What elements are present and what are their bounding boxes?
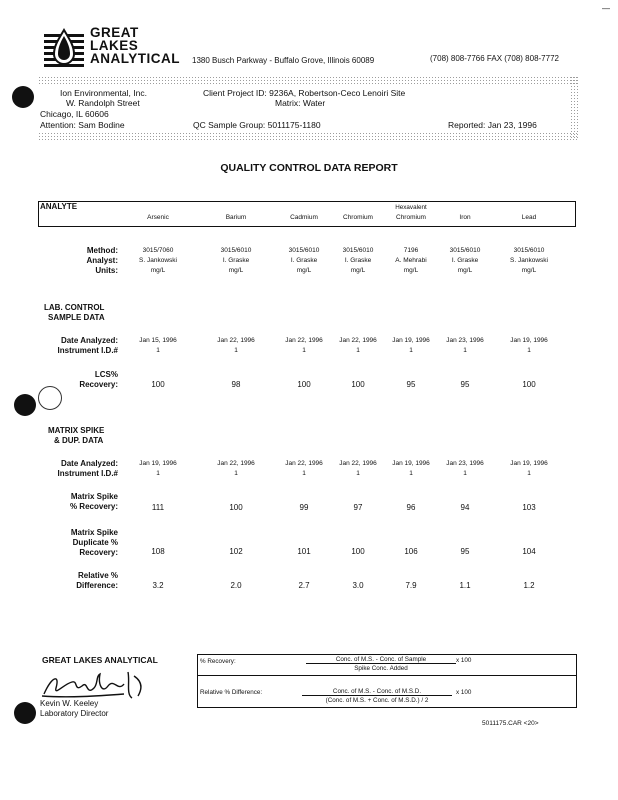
lcs-section-line: SAMPLE DATA <box>48 313 105 322</box>
lcs-instrument-value: 1 <box>463 347 467 354</box>
units-value: mg/L <box>457 267 473 274</box>
formula-rpd-denominator: (Conc. of M.S. + Conc. of M.S.D.) / 2 <box>325 697 429 704</box>
method-value: 3015/6010 <box>449 247 481 254</box>
lcs-date-value: Jan 15, 1996 <box>139 337 177 344</box>
signatory <box>40 699 108 719</box>
column-header-chromium: Chromium <box>343 214 373 221</box>
ms-recovery-value: 94 <box>460 503 470 512</box>
lcs-date-value: Jan 22, 1996 <box>285 337 323 344</box>
lcs-recovery-label <box>79 370 118 390</box>
ms-recovery-label <box>70 492 118 512</box>
lcs-instrument-value: 1 <box>356 347 360 354</box>
lcs-recovery-line: Recovery: <box>79 380 118 389</box>
formula-rpd-numerator: Conc. of M.S. - Conc. of M.S.D. <box>302 688 452 696</box>
lab-phone: (708) 808-7766 FAX (708) 808-7772 <box>430 54 559 63</box>
analyst-value: S. Jankowski <box>510 257 548 264</box>
ms-instrument-value: 1 <box>234 470 238 477</box>
rpd-line: Difference: <box>76 581 118 590</box>
lcs-section-line: LAB. CONTROL <box>44 303 105 312</box>
ms-instrument-value: 1 <box>463 470 467 477</box>
ms-recovery-value: 103 <box>522 503 536 512</box>
method-value: 3015/6010 <box>342 247 374 254</box>
lcs-recovery-value: 100 <box>151 380 165 389</box>
lcs-instrument-value: 1 <box>302 347 306 354</box>
msd-recovery-line: Matrix Spike <box>70 528 118 537</box>
msd-recovery-value: 104 <box>522 547 536 556</box>
msd-recovery-value: 106 <box>404 547 418 556</box>
lcs-date-value: Jan 19, 1996 <box>510 337 548 344</box>
lcs-recovery-value: 100 <box>351 380 365 389</box>
rpd-value: 1.2 <box>523 581 535 590</box>
lcs-instrument-value: 1 <box>234 347 238 354</box>
units-value: mg/L <box>150 267 166 274</box>
matrix: Matrix: Water <box>275 98 326 108</box>
ms-section-line: & DUP. DATA <box>54 436 104 445</box>
analyst-value: I. Graske <box>451 257 479 264</box>
lcs-recovery-value: 98 <box>231 380 241 389</box>
formula-rpd-label: Relative % Difference: <box>200 689 263 696</box>
method-label: Method: <box>86 246 118 255</box>
msd-recovery-line: Recovery: <box>79 548 118 557</box>
msd-recovery-label <box>71 528 118 558</box>
formula-box <box>197 654 577 708</box>
formula-rpd-multiplier: x 100 <box>456 689 472 696</box>
rpd-value: 1.1 <box>459 581 471 590</box>
qc-sample-group: QC Sample Group: 5011175-1180 <box>193 120 321 130</box>
column-header-lead: Lead <box>521 214 537 221</box>
ms-recovery-value: 99 <box>299 503 309 512</box>
method-value: 3015/6010 <box>288 247 320 254</box>
ms-instrument-value: 1 <box>356 470 360 477</box>
binder-hole <box>14 394 36 416</box>
column-header-iron: Iron <box>459 214 471 221</box>
ms-recovery-value: 100 <box>229 503 243 512</box>
lcs-section-label <box>44 303 105 323</box>
client-company: Ion Environmental, Inc. <box>60 88 147 98</box>
units-value: mg/L <box>403 267 419 274</box>
ms-instrument-value: 1 <box>409 470 413 477</box>
analyst-value: A. Mehrabi <box>395 257 427 264</box>
units-label: Units: <box>95 266 118 275</box>
ms-recovery-value: 111 <box>151 503 165 512</box>
analyst-value: S. Jankowski <box>139 257 177 264</box>
ms-recovery-value: 96 <box>406 503 416 512</box>
msd-recovery-value: 102 <box>229 547 243 556</box>
rpd-value: 3.2 <box>152 581 164 590</box>
ms-date-value: Jan 19, 1996 <box>392 460 430 467</box>
page-reference: 5011175.CAR <20> <box>482 720 539 727</box>
column-header-barium: Barium <box>225 214 247 221</box>
rpd-value: 7.9 <box>405 581 417 590</box>
binder-hole <box>14 702 36 724</box>
ms-section-label <box>48 426 104 446</box>
ms-date-value: Jan 19, 1996 <box>510 460 548 467</box>
column-header-hex-chromium: Chromium <box>396 214 426 221</box>
column-header-arsenic: Arsenic <box>147 214 169 221</box>
lcs-recovery-line: LCS% <box>94 370 118 379</box>
method-value: 3015/7060 <box>142 247 174 254</box>
lcs-recovery-value: 95 <box>460 380 470 389</box>
client-city: Chicago, IL 60606 <box>40 109 109 119</box>
binder-hole <box>12 86 34 108</box>
method-value: 7196 <box>403 247 419 254</box>
logo-line-3: ANALYTICAL <box>90 51 181 66</box>
rpd-line: Relative % <box>77 571 118 580</box>
lcs-instrument-value: 1 <box>156 347 160 354</box>
client-street: W. Randolph Street <box>66 98 140 108</box>
ms-date-value: Jan 22, 1996 <box>217 460 255 467</box>
corner-mark: — <box>602 4 610 13</box>
msd-recovery-value: 95 <box>460 547 470 556</box>
company-logo-text <box>90 26 180 65</box>
formula-recovery-label: % Recovery: <box>200 658 236 665</box>
column-header-cadmium: Cadmium <box>290 214 318 221</box>
client-project-id: Client Project ID: 9236A, Robertson-Ceco Lenoiri Site <box>203 88 406 98</box>
lcs-recovery-value: 95 <box>406 380 416 389</box>
units-value: mg/L <box>521 267 537 274</box>
client-attention: Attention: Sam Bodine <box>40 120 125 130</box>
lcs-date-value: Jan 22, 1996 <box>217 337 255 344</box>
lcs-instrument-value: 1 <box>409 347 413 354</box>
ms-recovery-line: Matrix Spike <box>70 492 118 501</box>
units-value: mg/L <box>350 267 366 274</box>
lcs-recovery-value: 100 <box>522 380 536 389</box>
lcs-instrument-label: Instrument I.D.# <box>57 346 118 355</box>
logo-line-2: LAKES <box>90 38 139 53</box>
ms-instrument-value: 1 <box>527 470 531 477</box>
column-prefix-hexavalent: Hexavalent <box>395 204 427 211</box>
lcs-recovery-value: 100 <box>297 380 311 389</box>
reported-date: Reported: Jan 23, 1996 <box>448 120 537 130</box>
client-info-block <box>38 82 578 140</box>
ms-recovery-value: 97 <box>353 503 363 512</box>
footer-company: GREAT LAKES ANALYTICAL <box>42 655 158 665</box>
method-value: 3015/6010 <box>220 247 252 254</box>
ms-date-label: Date Analyzed: <box>60 459 118 468</box>
lcs-date-value: Jan 19, 1996 <box>392 337 430 344</box>
msd-recovery-value: 100 <box>351 547 365 556</box>
great-lakes-logo-icon <box>44 28 84 68</box>
rpd-value: 2.0 <box>230 581 242 590</box>
analyst-label: Analyst: <box>86 256 118 265</box>
formula-recovery-multiplier: x 100 <box>456 657 472 664</box>
ms-instrument-value: 1 <box>156 470 160 477</box>
units-value: mg/L <box>228 267 244 274</box>
analyst-value: I. Graske <box>222 257 250 264</box>
units-value: mg/L <box>296 267 312 274</box>
analyte-label: ANALYTE <box>40 202 78 211</box>
ms-date-value: Jan 22, 1996 <box>285 460 323 467</box>
ms-recovery-line: % Recovery: <box>69 502 118 511</box>
ms-section-line: MATRIX SPIKE <box>48 426 105 435</box>
ms-instrument-value: 1 <box>302 470 306 477</box>
formula-recovery-denominator: Spike Conc. Added <box>354 665 408 672</box>
rpd-label <box>76 571 118 591</box>
lcs-date-value: Jan 22, 1996 <box>339 337 377 344</box>
rpd-value: 2.7 <box>298 581 310 590</box>
rpd-value: 3.0 <box>352 581 364 590</box>
logo-line-1: GREAT <box>90 25 139 40</box>
ms-date-value: Jan 22, 1996 <box>339 460 377 467</box>
msd-recovery-value: 101 <box>297 547 311 556</box>
lcs-instrument-value: 1 <box>527 347 531 354</box>
binder-hole-outline <box>38 386 62 410</box>
method-value: 3015/6010 <box>513 247 545 254</box>
ms-instrument-label: Instrument I.D.# <box>57 469 118 478</box>
formula-divider <box>198 675 576 676</box>
analyst-value: I. Graske <box>344 257 372 264</box>
msd-recovery-line: Duplicate % <box>72 538 118 547</box>
signatory-position: Laboratory Director <box>40 709 109 718</box>
signatory-name: Kevin W. Keeley <box>40 699 99 708</box>
lcs-date-label: Date Analyzed: <box>60 336 118 345</box>
report-title: QUALITY CONTROL DATA REPORT <box>220 162 398 174</box>
lcs-date-value: Jan 23, 1996 <box>446 337 484 344</box>
formula-recovery-numerator: Conc. of M.S. - Conc. of Sample <box>306 656 456 664</box>
ms-date-value: Jan 23, 1996 <box>446 460 484 467</box>
lab-address: 1380 Busch Parkway - Buffalo Grove, Illinois 60089 <box>192 56 375 65</box>
analyst-value: I. Graske <box>290 257 318 264</box>
ms-date-value: Jan 19, 1996 <box>139 460 177 467</box>
msd-recovery-value: 108 <box>151 547 165 556</box>
